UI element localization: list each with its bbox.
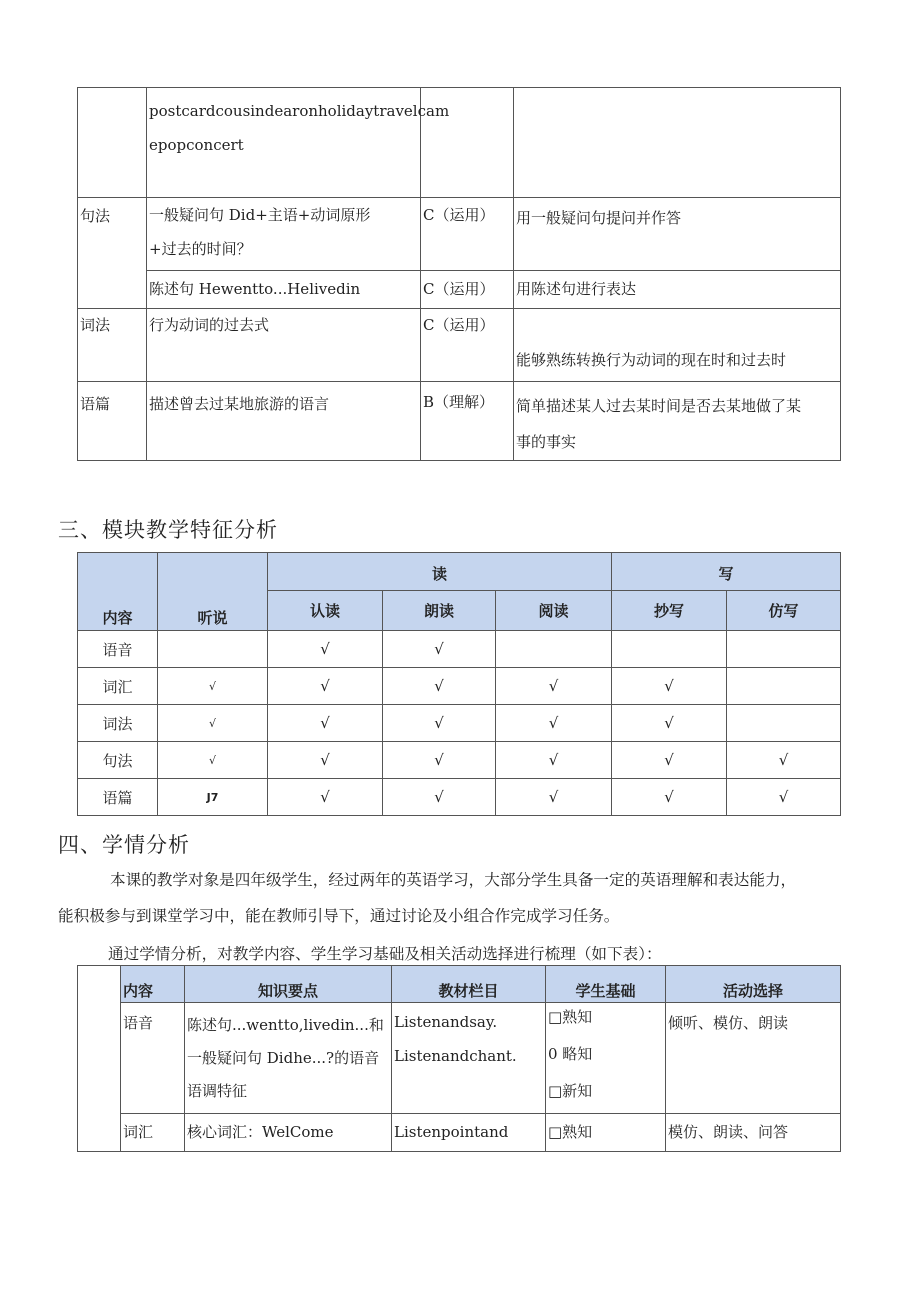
paragraph-line: 本课的教学对象是四年级学生，经过两年的英语学习，大部分学生具备一定的英语理解和表达能力， [110,871,797,889]
header-read: 读 [268,553,612,591]
paragraph-2: 通过学情分析，对教学内容、学生学习基础及相关活动选择进行梳理（如下表）： [108,945,662,963]
table-row [78,779,841,816]
header-points: 知识要点 [185,966,392,1003]
points-cell [185,1003,392,1114]
blank-cell [78,966,121,1152]
header-column: 教材栏目 [392,966,546,1003]
learning-analysis-table [77,965,841,1152]
check-cell: √ [158,705,268,742]
paragraph-line: 能积极参与到课堂学习中，能在教师引导下，通过讨论及小组合作完成学习任务。 [58,907,620,925]
check-cell [727,668,841,705]
content-cell [147,88,450,198]
column-cell [392,1003,546,1114]
basis-option: 0 略知 [548,1045,593,1063]
check-cell: √ [383,705,496,742]
objective-line: 简单描述某人过去某时间是否去某地做了某 [516,397,802,415]
basis-cell [546,1003,666,1114]
level-cell: C（运用） [421,309,514,382]
header-imitate: 仿写 [727,591,841,631]
header-content: 内容 [78,553,158,631]
objective-line: 用一般疑问句提问并作答 [516,209,682,227]
table-row [78,382,841,461]
check-cell: √ [612,705,727,742]
vocab-syntax-table [77,87,841,461]
check-cell: √ [496,668,612,705]
content-line: +过去的时间？ [149,240,252,258]
content-line: 行为动词的过去式 [149,316,270,334]
check-cell: √ [612,742,727,779]
activity-cell: 倾听、模仿、朗读 [666,1003,841,1114]
category-cell: 语篇 [78,382,147,461]
table-row [78,631,841,668]
header-activity: 活动选择 [666,966,841,1003]
objective-cell [514,382,841,461]
check-cell: √ [383,631,496,668]
table-row [78,705,841,742]
objective-cell [514,198,841,271]
points-line: 语调特征 [187,1082,248,1100]
row-label: 语音 [78,631,158,668]
column-line: Listenandsay. [394,1013,498,1031]
level-cell: C（运用） [421,198,514,271]
content-cell [147,309,421,382]
header-content: 内容 [121,966,185,1003]
points-line: 陈述句...wentto,livedin...和 [187,1016,384,1034]
objective-line: 能够熟练转换行为动词的现在时和过去时 [516,351,787,369]
activity-cell: 模仿、朗读、问答 [666,1114,841,1152]
content-cell [147,198,421,271]
check-cell: √ [383,668,496,705]
check-cell: √ [268,742,383,779]
basis-cell [546,1114,666,1152]
check-cell: J7 [158,779,268,816]
basis-option: □熟知 [548,1008,593,1026]
check-cell: √ [496,742,612,779]
table-row [78,1003,841,1114]
check-cell [158,631,268,668]
check-cell: √ [496,779,612,816]
check-cell: √ [158,742,268,779]
column-cell [392,1114,546,1152]
section-3-title: 三、模块教学特征分析 [58,518,278,542]
check-cell: √ [383,779,496,816]
paragraph-1 [58,862,858,934]
row-label: 句法 [78,742,158,779]
check-cell: √ [268,668,383,705]
table-row [78,668,841,705]
objective-line: 事的事实 [516,433,577,451]
column-line: Listenandchant. [394,1047,517,1065]
table-row [78,309,841,382]
row-label: 语篇 [78,779,158,816]
check-cell: √ [612,668,727,705]
column-line: Listenpointand [394,1123,509,1141]
check-cell: √ [727,742,841,779]
content-line: 陈述句 Hewentto...Helivedin [149,280,361,298]
content-line: epopconcert [149,136,244,154]
check-cell: √ [612,779,727,816]
objective-line: 用陈述句进行表达 [516,280,637,298]
table-row [78,742,841,779]
check-cell: √ [268,705,383,742]
objective-cell [514,88,841,198]
header-basis: 学生基础 [546,966,666,1003]
row-label: 语音 [121,1003,185,1114]
header-copy: 抄写 [612,591,727,631]
points-cell [185,1114,392,1152]
check-cell [496,631,612,668]
content-line: postcardcousindearonholidaytravelcam [149,102,450,120]
table-row [78,88,841,198]
objective-cell [514,271,841,309]
check-cell [612,631,727,668]
check-cell: √ [383,742,496,779]
table-row [78,198,841,271]
check-cell: √ [496,705,612,742]
check-cell: √ [727,779,841,816]
basis-option: □新知 [548,1082,593,1100]
teaching-feature-table [77,552,841,816]
content-line: 描述曾去过某地旅游的语言 [149,395,330,413]
level-cell: B（理解） [421,382,514,461]
content-cell [147,271,421,309]
level-cell: C（运用） [421,271,514,309]
row-label: 词汇 [78,668,158,705]
check-cell: √ [158,668,268,705]
header-write: 写 [612,553,841,591]
category-cell: 句法 [78,198,147,309]
header-listen-speak: 听说 [158,553,268,631]
check-cell: √ [268,779,383,816]
category-cell: 词法 [78,309,147,382]
table-row [78,271,841,309]
header-reading: 阅读 [496,591,612,631]
row-label: 词汇 [121,1114,185,1152]
table-row [78,1114,841,1152]
header-read-aloud: 朗读 [383,591,496,631]
content-line: 一般疑问句 Did+主语+动词原形 [149,206,371,224]
section-4-title: 四、学情分析 [58,833,190,857]
check-cell [727,705,841,742]
check-cell: √ [268,631,383,668]
row-label: 词法 [78,705,158,742]
points-line: 一般疑问句 Didhe...?的语音 [187,1049,380,1067]
header-recognize: 认读 [268,591,383,631]
category-cell [78,88,147,198]
check-cell [727,631,841,668]
basis-option: □熟知 [548,1123,593,1141]
content-cell [147,382,421,461]
objective-cell [514,309,841,382]
points-line: 核心词汇：WelCome [187,1123,334,1141]
